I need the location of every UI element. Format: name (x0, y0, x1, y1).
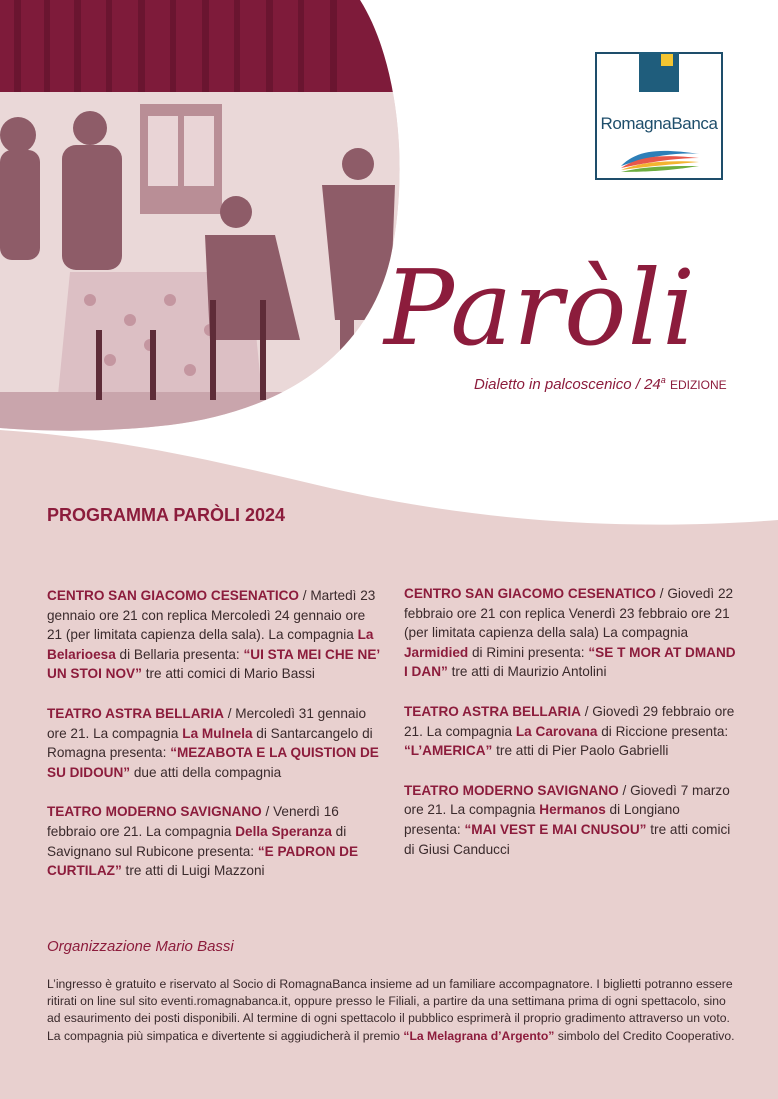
event-play: “E PADRON DE CURTILAZ” (47, 843, 359, 879)
event-entry: TEATRO ASTRA BELLARIA / Mercoledì 31 gennaio ore 21. La compagnia La Mulnela di Santarcangelo di Romagna presenta: “MEZABOTA E LA QUISTION DE SU DIDOUN” due atti della compagnia (47, 705, 379, 780)
subtitle-superscript: a (660, 375, 666, 385)
event-title: Paròli (384, 247, 697, 369)
event-subtitle (474, 375, 727, 393)
event-play: “MAI VEST E MAI CNUSOU” (464, 821, 647, 837)
event-entry: TEATRO ASTRA BELLARIA / Giovedì 29 febbraio ore 21. La compagnia La Carovana di Riccione presenta: “L’AMERICA” tre atti di Pier Paolo Gabrielli (404, 703, 735, 759)
event-company: Hermanos (539, 802, 606, 818)
event-company: La Belarioesa (47, 627, 374, 662)
program-heading: PROGRAMMA PARÒLI 2024 (47, 505, 286, 525)
event-venue: TEATRO ASTRA BELLARIA (404, 703, 581, 719)
program-column-right (404, 584, 740, 879)
program-column-left (47, 586, 381, 901)
event-play: “L’AMERICA” (404, 743, 493, 759)
prize-name: “La Melagrana d’Argento” (403, 1028, 555, 1043)
event-venue: TEATRO ASTRA BELLARIA (47, 705, 224, 721)
event-entry: CENTRO SAN GIACOMO CESENATICO / Giovedì 22 febbraio ore 21 con replica Venerdì 23 febbraio ore 21 (per limitata capienza della sala) La compagnia Jarmidied di Rimini presenta: “SE T MOR AT DMAND I DAN” tre atti di Maurizio Antolini (404, 586, 736, 680)
event-play: “UI STA MEI CHE NE’ UN STOI NOV” (47, 646, 380, 682)
event-entry: TEATRO MODERNO SAVIGNANO / Giovedì 7 marzo ore 21. La compagnia Hermanos di Longiano presenta: “MAI VEST E MAI CNUSOU” tre atti comici di Giusi Canducci (404, 782, 731, 857)
logo-waves-icon (619, 144, 701, 174)
event-entry: CENTRO SAN GIACOMO CESENATICO / Martedì 23 gennaio ore 21 con replica Mercoledì 24 gennaio ore 21 (per limitata capienza della sala). La compagnia La Belarioesa di Bellaria presenta: “UI STA MEI CHE NE’ UN STOI NOV” tre atti comici di Mario Bassi (47, 588, 380, 682)
subtitle-text: Dialetto in palcoscenico / 24 (474, 376, 661, 393)
event-company: Jarmidied (404, 644, 469, 660)
event-play: “MEZABOTA E LA QUISTION DE SU DIDOUN” (47, 745, 379, 780)
event-venue: CENTRO SAN GIACOMO CESENATICO (47, 588, 299, 603)
footer-notes: L’ingresso è gratuito e riservato al Socio di RomagnaBanca insieme ad un familiare accompagnatore. I biglietti potranno essere ritirati on line sul sito eventi.romagnabanca.it, oppure presso le Filiali, a partire da una settimana prima di ogni spettacolo, sino ad esaurimento dei posti disponibili. Al termine di ogni spettacolo il pubblico esprimerà il proprio gradimento attraverso un voto. La compagnia più simpatica e divertente si aggiudicherà il premio “La Melagrana d’Argento” simbolo del Credito Cooperativo. (47, 977, 735, 1043)
event-play: “SE T MOR AT DMAND I DAN” (404, 644, 736, 680)
event-venue: CENTRO SAN GIACOMO CESENATICO (404, 586, 656, 601)
romagnabanca-logo (595, 52, 723, 180)
logo-square-icon (639, 52, 679, 92)
logo-wordmark: RomagnaBanca (600, 114, 718, 133)
subtitle-edition: EDIZIONE (669, 378, 727, 392)
event-venue: TEATRO MODERNO SAVIGNANO (404, 782, 619, 798)
event-company: La Mulnela (182, 725, 253, 741)
event-company: La Carovana (515, 723, 598, 739)
theatre-photo (0, 0, 410, 440)
event-company: Della Speranza (235, 823, 332, 839)
organization-credit: Organizzazione Mario Bassi (47, 938, 234, 955)
event-venue: TEATRO MODERNO SAVIGNANO (47, 804, 262, 820)
event-entry: TEATRO MODERNO SAVIGNANO / Venerdì 16 febbraio ore 21. La compagnia Della Speranza di Savignano sul Rubicone presenta: “E PADRON DE CURTILAZ” tre atti di Luigi Mazzoni (47, 804, 359, 879)
